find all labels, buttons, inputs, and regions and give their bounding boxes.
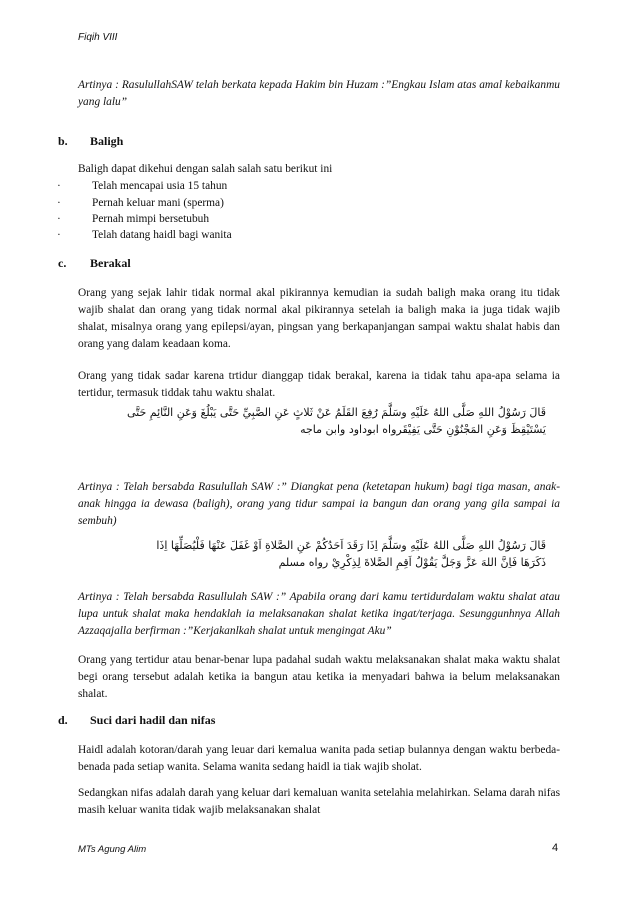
bullet-icon: · (57, 229, 61, 241)
bullet-icon: · (57, 180, 61, 192)
list-item-text: Pernah keluar mani (sperma) (92, 197, 224, 209)
section-d-heading (58, 713, 215, 728)
section-b-label: b. (58, 134, 68, 148)
list-item-text: Telah datang haidl bagi wanita (92, 229, 232, 241)
bullet-icon: · (57, 213, 61, 225)
section-d-label: d. (58, 713, 68, 727)
section-d-title: Suci dari hadil dan nifas (90, 713, 216, 727)
section-c-title: Berakal (90, 256, 131, 270)
section-d-paragraph-2: Sedangkan nifas adalah darah yang keluar dari kemaluan wanita setelahia melahirkan. Selama darah nifas masih keluar wanita tidak wajib melaksanakan shalat (78, 787, 560, 816)
hadith-2-translation: Artinya : Telah bersabda Rasullulah SAW :” Apabila orang dari kamu tertidurdalam waktu shalat atau lupa untuk shalat maka hendaklah ia melaksanakan shalat ketika ingat/terjaga. Sesunggunhnya Allah Azzaqajalla berfirman :”Kerjakanlkah shalat untuk mengingat Aku” (78, 591, 560, 637)
list-item-text: Pernah mimpi bersetubuh (92, 213, 210, 225)
list-item-text: Telah mencapai usia 15 tahun (92, 180, 228, 192)
arabic-hadith-2-line-1: قَالَ رَسُوْلُ اللهِ صَلَّى اللهُ عَلَيْهِ وسَلَّمَ اِذَا رَقَدَ اَحَدُكُمْ عَنِ الصَّلاةِ اَوْ غَفَلَ عَنْهَا فَلْيُصَلِّهَا اِذَا (156, 539, 546, 552)
section-b-heading (58, 134, 123, 149)
section-c-paragraph-2: Orang yang tidak sadar karena trtidur dianggap tidak berakal, karena ia tidak tahu apa-apa selama ia tertidur, termasuk tiddak tahu waktu shalat. (78, 370, 560, 399)
section-c-label: c. (58, 256, 67, 270)
header-title: Fiqih VIII (78, 32, 118, 43)
arabic-hadith-1 (127, 404, 546, 438)
section-d-paragraph-1: Haidl adalah kotoran/darah yang leuar dari kemalua wanita pada setiap bulannya dengan waktu berbeda-benada pada setiap wanita. Selama wanita sedang haidl ia tiak wajib sholat. (78, 744, 560, 773)
footer-school: MTs Agung Alim (78, 844, 147, 855)
section-c-paragraph-1: Orang yang sejak lahir tidak normal akal pikirannya kemudian ia sudah baligh maka orang itu tidak wajib shalat dan orang yang tidak normal akal pikirannya setelah ia baligh maka ia juga tidak wajib shalat, misalnya orang yang epilepsi/ayan, pingsan yang berkapanjangan sampai waktu shalat habis dan orang yang dalam keadaan koma. (78, 287, 560, 350)
intro-quote: Artinya : RasulullahSAW telah berkata kepada Hakim bin Huzam :”Engkau Islam atas amal kebaikanmu yang lalu” (78, 79, 560, 108)
bullet-icon: · (57, 197, 61, 209)
arabic-hadith-1-line-2: يَسْتَيْقِظَ وَعَنِ المَجْنُوْنِ حَتَّى يَفِيْقَرواه ابوداود وابن ماجه (300, 423, 546, 436)
page-number: 4 (552, 842, 559, 854)
section-c-heading (58, 256, 131, 271)
hadith-1-translation: Artinya : Telah bersabda Rasulullah SAW :” Diangkat pena (ketetapan hukum) bagi tiga masan, anak-anak hingga ia dewasa (baligh), orang yang tidur sampai ia bangun dan orang yang gila sampai ia sembuh) (78, 481, 560, 527)
section-b-title: Baligh (90, 134, 124, 148)
section-b-intro: Baligh dapat dikehui dengan salah salah satu berikut ini (78, 163, 333, 175)
section-c-paragraph-3: Orang yang tertidur atau benar-benar lupa padahal sudah waktu melaksanakan shalat maka waktu shalat begi orang tersebut adalah ketika ia bangun atau ketika ia menyadari bahwa ia belum melaksanakan shalat. (78, 654, 560, 700)
arabic-hadith-2-line-2: ذَكَرَهَا فَاِنَّ اللهَ عَزَّ وَجَلَّ يَقُوْلُ اَقِمِ الصَّلاةَ لِذِكْرِيْ رواه مسلم (278, 556, 546, 569)
arabic-hadith-1-line-1: قَالَ رَسُوْلُ اللهِ صَلَّى اللهُ عَلَيْهِ وسَلَّمَ رُفِعَ القَلَمُ عَنْ ثَلاثٍ عَنِ الصَّبِيِّ حَتَّى يَبْلُغَ وَعَنِ النَّائِمِ حَتَّى (126, 406, 546, 419)
arabic-hadith-2 (156, 537, 546, 571)
